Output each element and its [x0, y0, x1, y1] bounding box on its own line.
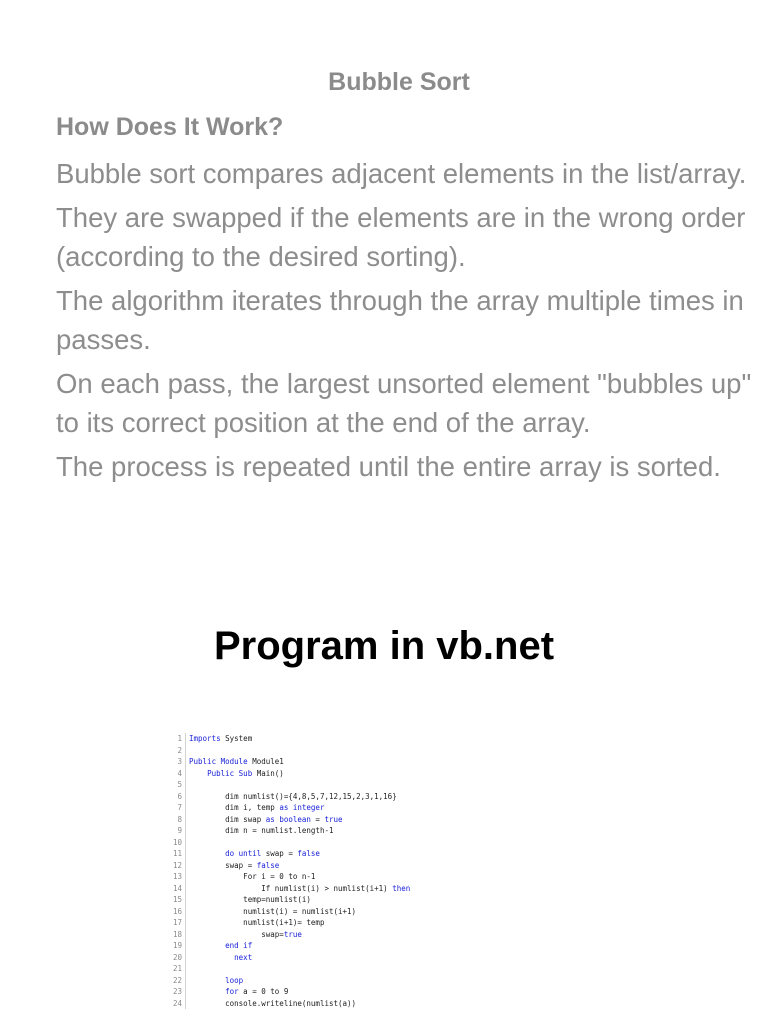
code-token: temp=numlist(i)	[189, 895, 311, 904]
code-text	[186, 998, 356, 1010]
code-keyword: next	[234, 952, 253, 962]
code-keyword: false	[256, 860, 280, 870]
code-text	[186, 802, 324, 814]
code-keyword: for	[225, 987, 239, 996]
code-text	[186, 906, 356, 918]
code-token: dim swap	[189, 814, 266, 824]
explanation-list	[56, 154, 756, 491]
code-text	[186, 940, 252, 952]
code-line	[170, 802, 430, 814]
code-line	[170, 906, 430, 918]
code-text	[186, 756, 284, 768]
code-text	[186, 825, 334, 837]
code-keyword: as	[279, 803, 289, 812]
line-number: 14	[170, 883, 186, 895]
line-number: 22	[170, 975, 186, 987]
code-line	[170, 917, 430, 929]
code-line	[170, 837, 430, 849]
code-line	[170, 756, 430, 768]
code-text	[186, 779, 189, 791]
code-token: dim numlist()={4,8,5,7,12,15,2,3,1,16}	[189, 791, 397, 801]
line-number: 17	[170, 917, 186, 929]
code-keyword: Imports	[189, 734, 221, 743]
code-line	[170, 883, 430, 895]
line-number: 18	[170, 929, 186, 941]
code-token: a = 0 to 9	[238, 987, 289, 996]
code-text	[186, 871, 315, 883]
code-line	[170, 779, 430, 791]
code-token	[189, 953, 234, 962]
code-text	[186, 745, 189, 757]
code-token	[189, 769, 207, 778]
code-line	[170, 871, 430, 883]
code-text	[186, 917, 324, 929]
code-token: dim i, temp	[189, 803, 280, 812]
code-token: console.writeline(numlist(a))	[189, 998, 357, 1008]
code-token: System	[220, 734, 253, 743]
code-keyword: loop	[225, 975, 244, 985]
code-text	[186, 952, 252, 964]
code-text	[186, 733, 252, 745]
code-text	[186, 963, 189, 975]
code-line	[170, 860, 430, 872]
code-text	[186, 848, 320, 860]
code-text	[186, 883, 410, 895]
code-keyword: then	[392, 883, 411, 893]
code-token: For i = 0 to n-1	[189, 872, 316, 881]
code-line	[170, 963, 430, 975]
page-title: Bubble Sort	[328, 68, 470, 96]
code-text	[186, 837, 189, 849]
code-text	[186, 791, 397, 803]
code-text	[186, 860, 279, 872]
code-line	[170, 733, 430, 745]
code-keyword: integer	[292, 803, 325, 812]
code-line	[170, 768, 430, 780]
code-line	[170, 986, 430, 998]
code-keyword: as	[265, 814, 275, 824]
explanation-point: Bubble sort compares adjacent elements in the list/array.	[56, 158, 747, 189]
code-keyword: Module	[220, 757, 248, 766]
code-keyword: boolean	[279, 814, 311, 824]
code-token: numlist(i+1)= temp	[189, 918, 325, 927]
code-token: =	[310, 814, 325, 824]
line-number: 15	[170, 894, 186, 906]
code-token	[189, 976, 225, 985]
line-number: 9	[170, 825, 186, 837]
code-text	[186, 768, 284, 780]
code-token: swap =	[189, 860, 257, 870]
line-number: 19	[170, 940, 186, 952]
line-number: 20	[170, 952, 186, 964]
code-keyword: true	[283, 929, 302, 939]
code-line	[170, 814, 430, 826]
code-keyword: do until	[225, 849, 262, 858]
code-text	[186, 894, 311, 906]
line-number: 4	[170, 768, 186, 780]
code-line	[170, 825, 430, 837]
line-number: 10	[170, 837, 186, 849]
code-token: Module1	[247, 757, 284, 766]
line-number: 7	[170, 802, 186, 814]
code-token: Main()	[252, 768, 284, 778]
code-token	[189, 849, 225, 858]
code-keyword: false	[297, 849, 320, 858]
code-line	[170, 791, 430, 803]
code-token: numlist(i) = numlist(i+1)	[189, 906, 357, 916]
code-token	[189, 941, 225, 950]
code-keyword: Public	[207, 768, 235, 778]
line-number: 2	[170, 745, 186, 757]
code-token: dim n = numlist.length-1	[189, 826, 334, 835]
explanation-point: The algorithm iterates through the array multiple times in passes.	[56, 285, 744, 355]
code-text	[186, 814, 343, 826]
code-keyword: end if	[225, 941, 253, 950]
code-line	[170, 952, 430, 964]
code-line	[170, 894, 430, 906]
line-number: 23	[170, 986, 186, 998]
code-line	[170, 998, 430, 1010]
code-line	[170, 745, 430, 757]
explanation-point: They are swapped if the elements are in the wrong order (according to the desired sorting).	[56, 202, 746, 272]
line-number: 3	[170, 756, 186, 768]
line-number: 21	[170, 963, 186, 975]
code-text	[186, 975, 243, 987]
program-heading: Program in vb.net	[213, 624, 555, 668]
line-number: 8	[170, 814, 186, 826]
line-number: 6	[170, 791, 186, 803]
code-listing	[170, 733, 430, 1024]
code-token: swap=	[189, 929, 284, 939]
code-keyword: Public	[189, 757, 217, 766]
explanation-point: The process is repeated until the entire array is sorted.	[56, 451, 721, 482]
section-heading: How Does It Work?	[56, 113, 284, 141]
line-number: 16	[170, 906, 186, 918]
line-number: 12	[170, 860, 186, 872]
line-number: 5	[170, 779, 186, 791]
line-number: 13	[170, 871, 186, 883]
line-number: 1	[170, 733, 186, 745]
code-keyword: Sub	[238, 768, 253, 778]
code-line	[170, 975, 430, 987]
code-line	[170, 929, 430, 941]
code-token: swap =	[261, 849, 298, 858]
code-line	[170, 940, 430, 952]
line-number: 24	[170, 998, 186, 1010]
code-keyword: true	[324, 814, 343, 824]
code-line	[170, 848, 430, 860]
code-text	[186, 929, 302, 941]
line-number: 11	[170, 848, 186, 860]
explanation-point: On each pass, the largest unsorted element "bubbles up" to its correct position at the end of the array.	[56, 368, 752, 438]
code-text	[186, 986, 288, 998]
code-token	[189, 987, 225, 996]
code-token: If numlist(i) > numlist(i+1)	[189, 883, 393, 893]
